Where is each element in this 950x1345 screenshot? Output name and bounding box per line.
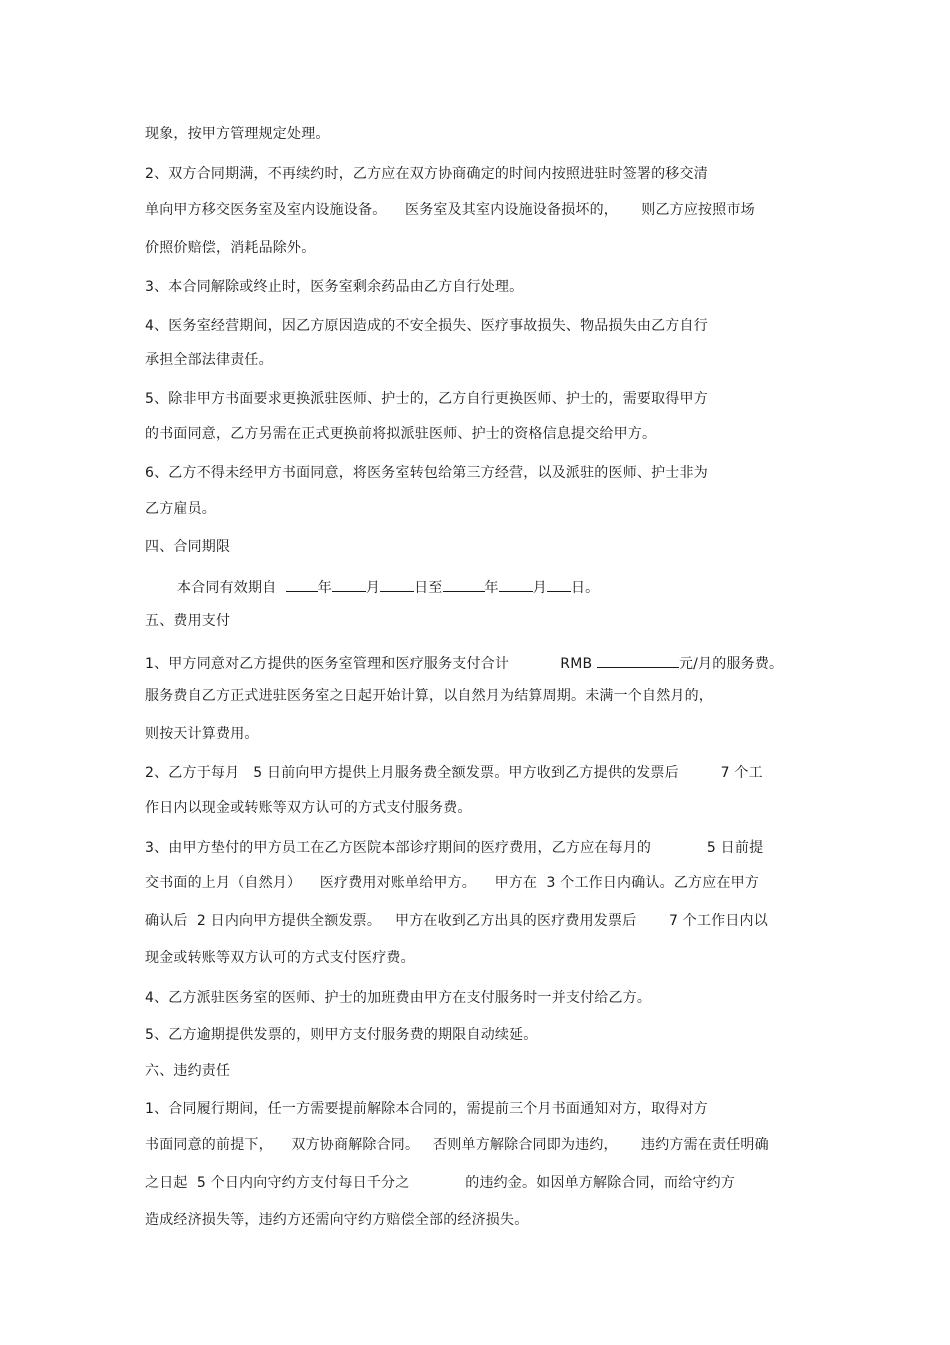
text-line: 单向甲方移交医务室及室内设施设备。 医务室及其室内设施设备损坏的， 则乙方应按照市场 [145, 202, 755, 218]
text-line: 则按天计算费用。 [145, 726, 259, 742]
blank-field [286, 577, 318, 592]
fee-text-a: 1、甲方同意对乙方提供的医务室管理和医疗服务支付合计 [145, 656, 510, 672]
term-month2: 月 [532, 580, 547, 596]
text-line: 服务费自乙方正式进驻医务室之日起开始计算，以自然月为结算周期。未满一个自然月的， [145, 688, 713, 704]
text-line: 之日起 5 个日内向守约方支付每日千分之 的违约金。如因单方解除合同，而给守约方 [145, 1175, 736, 1191]
blank-field [380, 577, 414, 592]
text-line: 价照价赔偿，消耗品除外。 [145, 240, 316, 256]
term-year2: 年 [484, 580, 499, 596]
term-prefix: 本合同有效期自 [177, 580, 277, 596]
section-heading: 四、合同期限 [145, 539, 231, 555]
contract-term-line [177, 577, 599, 596]
term-month: 月 [365, 580, 381, 596]
section-heading: 五、费用支付 [145, 613, 231, 629]
text-line: 交书面的上月（自然月） 医疗费用对账单给甲方。 甲方在 3 个工作日内确认。乙方应在甲方 [145, 875, 760, 891]
text-line: 3、本合同解除或终止时，医务室剩余药品由乙方自行处理。 [145, 279, 524, 295]
text-line: 造成经济损失等，违约方还需向守约方赔偿全部的经济损失。 [145, 1212, 529, 1228]
term-year: 年 [317, 580, 332, 596]
term-day-to: 日至 [414, 580, 443, 596]
text-line: 2、乙方于每月 5 日前向甲方提供上月服务费全额发票。甲方收到乙方提供的发票后 7 个工 [145, 765, 763, 781]
text-line: 作日内以现金或转账等双方认可的方式支付服务费。 [145, 800, 472, 816]
text-line: 现金或转账等双方认可的方式支付医疗费。 [145, 950, 415, 966]
blank-field [443, 577, 485, 592]
text-line: 6、乙方不得未经甲方书面同意，将医务室转包给第三方经营，以及派驻的医师、护士非为 [145, 465, 708, 481]
section-heading: 六、违约责任 [145, 1063, 231, 1079]
text-line: 5、乙方逾期提供发票的，则甲方支付服务费的期限自动续延。 [145, 1027, 538, 1043]
rmb-label: RMB [560, 656, 593, 672]
text-line: 承担全部法律责任。 [145, 352, 273, 368]
blank-field [597, 653, 679, 668]
text-line: 乙方雇员。 [145, 501, 216, 517]
text-line: 4、乙方派驻医务室的医师、护士的加班费由甲方在支付服务时一并支付给乙方。 [145, 990, 652, 1006]
text-line: 书面同意的前提下， 双方协商解除合同。 否则单方解除合同即为违约， 违约方需在责任明确 [145, 1137, 769, 1153]
text-line: 4、医务室经营期间，因乙方原因造成的不安全损失、医疗事故损失、物品损失由乙方自行 [145, 318, 708, 334]
text-line: 现象，按甲方管理规定处理。 [145, 126, 330, 142]
text-line: 的书面同意，乙方另需在正式更换前将拟派驻医师、护士的资格信息提交给甲方。 [145, 426, 657, 442]
fee-text-b: 元/月的服务费。 [678, 656, 784, 672]
text-line: 2、双方合同期满，不再续约时，乙方应在双方协商确定的时间内按照进驻时签署的移交清 [145, 166, 708, 182]
text-line: 5、除非甲方书面要求更换派驻医师、护士的，乙方自行更换医师、护士的，需要取得甲方 [145, 391, 708, 407]
term-day-end: 日。 [570, 580, 600, 596]
blank-field [547, 577, 571, 592]
blank-field [332, 577, 366, 592]
fee-line [145, 653, 783, 672]
blank-field [499, 577, 533, 592]
text-line: 3、由甲方垫付的甲方员工在乙方医院本部诊疗期间的医疗费用，乙方应在每月的 5 日前提 [145, 840, 764, 856]
text-line: 确认后 2 日内向甲方提供全额发票。 甲方在收到乙方出具的医疗费用发票后 7 个工作日内以 [145, 913, 768, 929]
text-line: 1、合同履行期间，任一方需要提前解除本合同的，需提前三个月书面通知对方，取得对方 [145, 1101, 708, 1117]
